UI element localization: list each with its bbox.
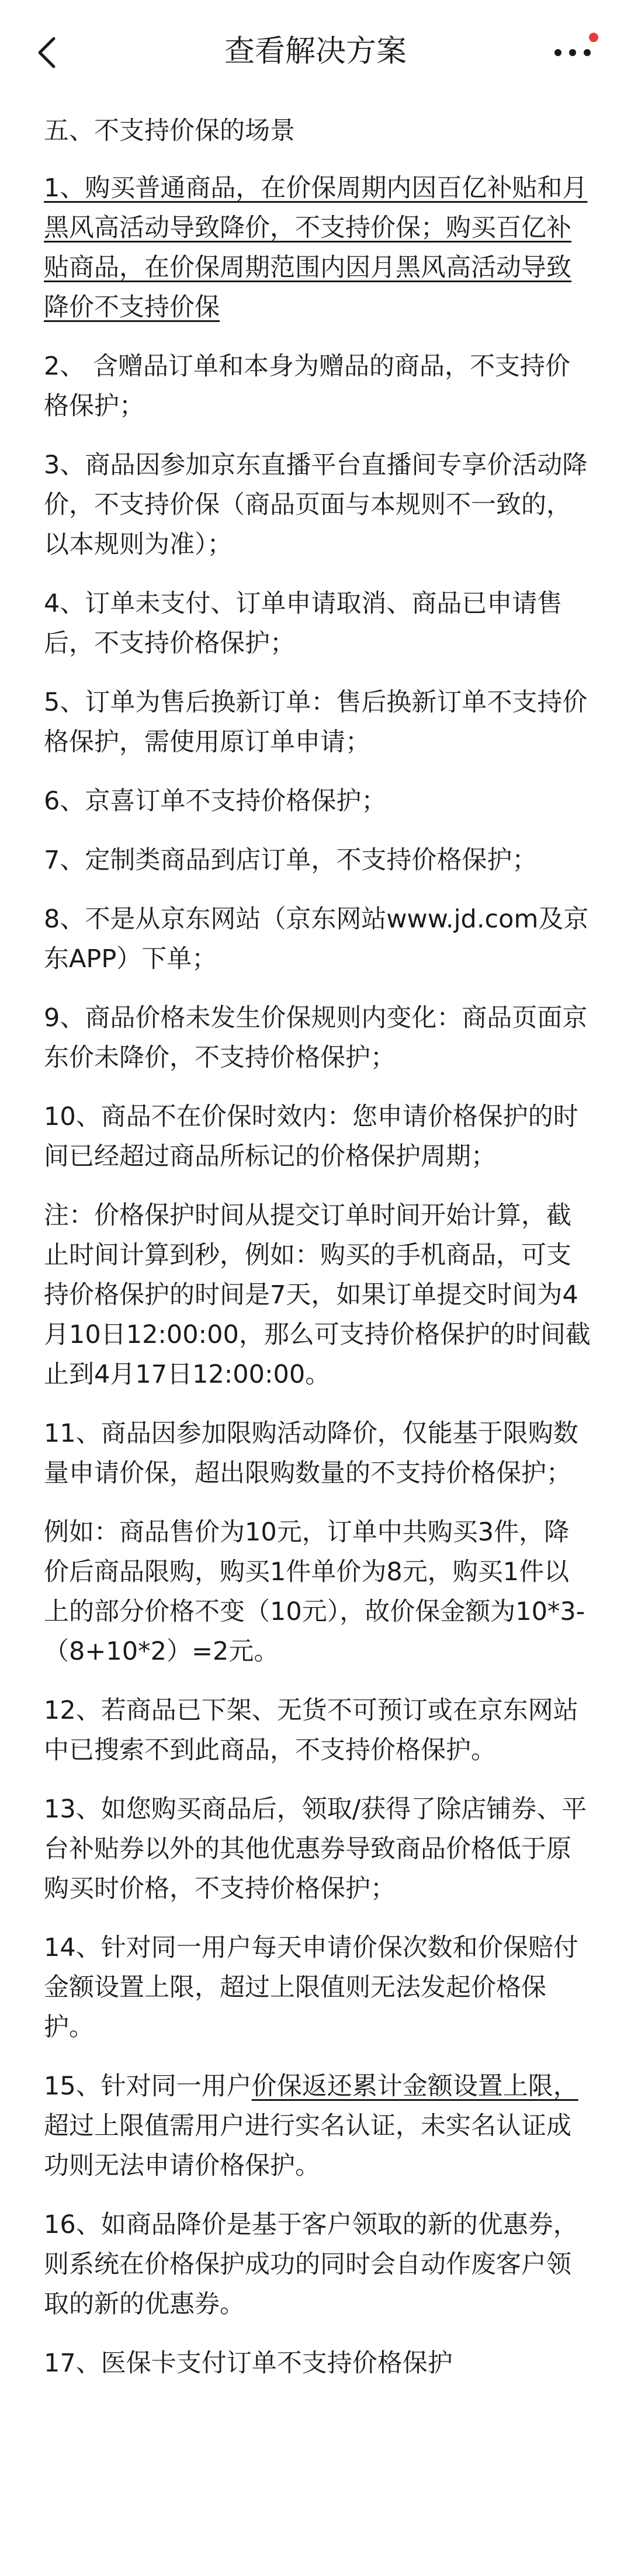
rule-note: 注：价格保护时间从提交订单时间开始计算，截止时间计算到秒，例如：购买的手机商品，可支持价格保护的时间是7天，如果订单提交时间为4月10日12:00:00，那么可支持价格保护的时间截止到4月17日12:00:00。 <box>44 1201 591 1389</box>
rule-item-3: 3、商品因参加京东直播平台直播间专享价活动降价，不支持价保（商品页面与本规则不一致的，以本规则为准）； <box>44 451 588 559</box>
rule-item-8: 8、不是从京东网站（京东网站www.jd.com及京东APP）下单； <box>44 905 589 974</box>
rule-item-14: 14、针对同一用户每天申请价保次数和价保赔付金额设置上限，超过上限值则无法发起价格保护。 <box>44 1933 578 2042</box>
rule-item-15-link[interactable]: 价保返还累计金额设置上限， <box>251 2072 578 2101</box>
chevron-left-icon <box>35 36 58 69</box>
rule-item-9: 9、商品价格未发生价保规则内变化：商品页面京东价未降价，不支持价格保护； <box>44 1003 588 1072</box>
rule-item-15 <box>44 2066 593 2186</box>
rule-item-12: 12、若商品已下架、无货不可预订或在京东网站中已搜索不到此商品，不支持价格保护。 <box>44 1696 578 1765</box>
rule-item-13: 13、如您购买商品后，领取/获得了除店铺券、平台补贴券以外的其他优惠券导致商品价格低于原购买时价格，不支持价格保护； <box>44 1795 587 1903</box>
rule-example: 例如：商品售价为10元，订单中共购买3件，降价后商品限购，购买1件单价为8元，购买1件以上的部分价格不变（10元），故价保金额为10*3-（8+10*2）=2元。 <box>44 1518 585 1666</box>
rule-item-7: 7、定制类商品到店订单，不支持价格保护； <box>44 846 538 875</box>
navigation-bar <box>0 0 631 105</box>
rule-item-11: 11、商品因参加限购活动降价，仅能基于限购数量申请价保，超出限购数量的不支持价格保护； <box>44 1419 578 1488</box>
notification-dot <box>589 33 598 42</box>
solution-content <box>44 111 593 2402</box>
rule-item-5: 5、订单为售后换新订单：售后换新订单不支持价格保护，需使用原订单申请； <box>44 688 588 757</box>
rule-item-16: 16、如商品降价是基于客户领取的新的优惠券，则系统在价格保护成功的同时会自动作废客户领取的新的优惠券。 <box>44 2210 578 2319</box>
rule-item-10: 10、商品不在价保时效内：您申请价格保护的时间已经超过商品所标记的价格保护周期； <box>44 1102 578 1171</box>
rule-item-2: 2、 含赠品订单和本身为赠品的商品，不支持价格保护； <box>44 352 571 421</box>
rule-item-6: 6、京喜订单不支持价格保护； <box>44 787 387 816</box>
rule-item-1[interactable]: 1、购买普通商品，在价保周期内因百亿补贴和月黑风高活动导致降价，不支持价保；购买百亿补贴商品，在价保周期范围内因月黑风高活动导致降价不支持价保 <box>44 174 588 322</box>
more-dots-icon <box>552 47 593 58</box>
rule-item-15-prefix: 15、针对同一用户 <box>44 2072 252 2101</box>
rule-item-17: 17、医保卡支付订单不支持价格保护 <box>44 2349 453 2378</box>
back-button[interactable] <box>23 29 70 76</box>
rule-item-4: 4、订单未支付、订单申请取消、商品已申请售后，不支持价格保护； <box>44 589 563 658</box>
rule-item-15-suffix: 超过上限值需用户进行实名认证，未实名认证成功则无法申请价格保护。 <box>44 2111 571 2180</box>
section-title: 五、不支持价保的场景 <box>44 116 295 146</box>
page-title: 查看解决方案 <box>224 34 407 69</box>
